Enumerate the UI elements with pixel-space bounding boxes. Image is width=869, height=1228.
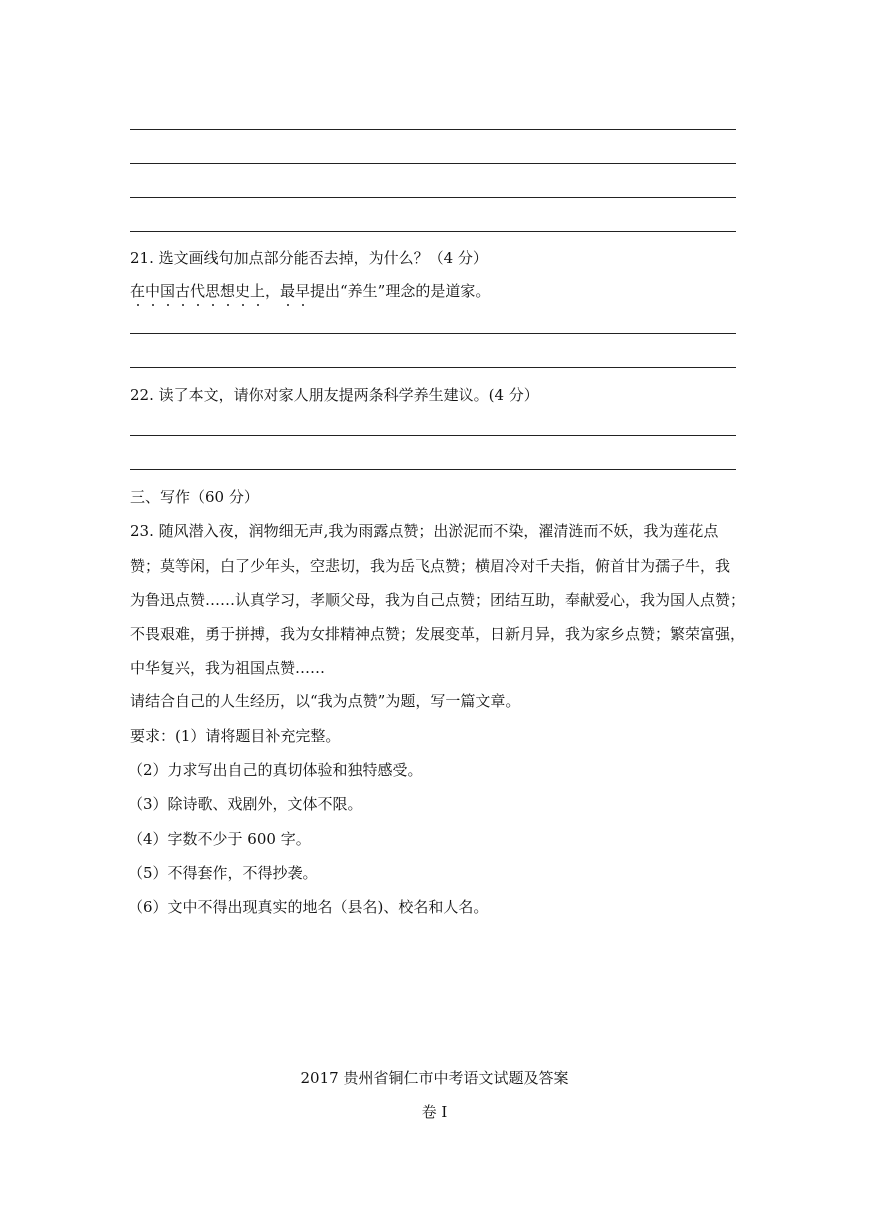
exam-title: 2017 贵州省铜仁市中考语文试题及答案 bbox=[300, 1069, 569, 1087]
question-23-line: 为鲁迅点赞……认真学习，孝顺父母，我为自己点赞；团结互助，奉献爱心，我为国人点赞； bbox=[130, 591, 746, 609]
answer-line bbox=[130, 197, 736, 198]
requirement: （5）不得套作，不得抄袭。 bbox=[128, 864, 318, 882]
answer-line bbox=[130, 367, 736, 368]
answer-line bbox=[130, 163, 736, 164]
answer-line bbox=[130, 333, 736, 334]
question-21: 21. 选文画线句加点部分能否去掉，为什么？（4 分） bbox=[130, 249, 488, 267]
question-23-prompt: 请结合自己的人生经历，以“我为点赞”为题，写一篇文章。 bbox=[130, 692, 521, 710]
question-21-sentence: 在中国古代思想史上，最早提出“养生”理念的是道家。 bbox=[130, 282, 491, 300]
question-23-line: 不畏艰难，勇于拼搏，我为女排精神点赞；发展变革，日新月异，我为家乡点赞；繁荣富强， bbox=[130, 625, 746, 643]
section-heading: 三、写作（60 分） bbox=[130, 488, 259, 506]
requirement: （2）力求写出自己的真切体验和独特感受。 bbox=[128, 761, 423, 779]
answer-line bbox=[130, 231, 736, 232]
question-23-line: 赞；莫等闲，白了少年头，空悲切，我为岳飞点赞；横眉冷对千夫指，俯首甘为孺子牛，我 bbox=[130, 557, 731, 575]
requirement: 要求：(1）请将题目补充完整。 bbox=[130, 727, 341, 745]
requirement: （4）字数不少于 600 字。 bbox=[128, 830, 311, 848]
answer-line bbox=[130, 129, 736, 130]
volume-label: 卷 I bbox=[421, 1103, 448, 1121]
requirement: （3）除诗歌、戏剧外，文体不限。 bbox=[128, 795, 363, 813]
answer-line bbox=[130, 469, 736, 470]
question-22: 22. 读了本文，请你对家人朋友提两条科学养生建议。(4 分） bbox=[130, 386, 539, 404]
requirement: （6）文中不得出现真实的地名（县名)、校名和人名。 bbox=[128, 898, 489, 916]
question-23-line: 中华复兴，我为祖国点赞…… bbox=[130, 659, 326, 677]
answer-line bbox=[130, 435, 736, 436]
question-23-line: 23. 随风潜入夜，润物细无声,我为雨露点赞；出淤泥而不染，濯清涟而不妖，我为莲花点 bbox=[130, 522, 719, 540]
